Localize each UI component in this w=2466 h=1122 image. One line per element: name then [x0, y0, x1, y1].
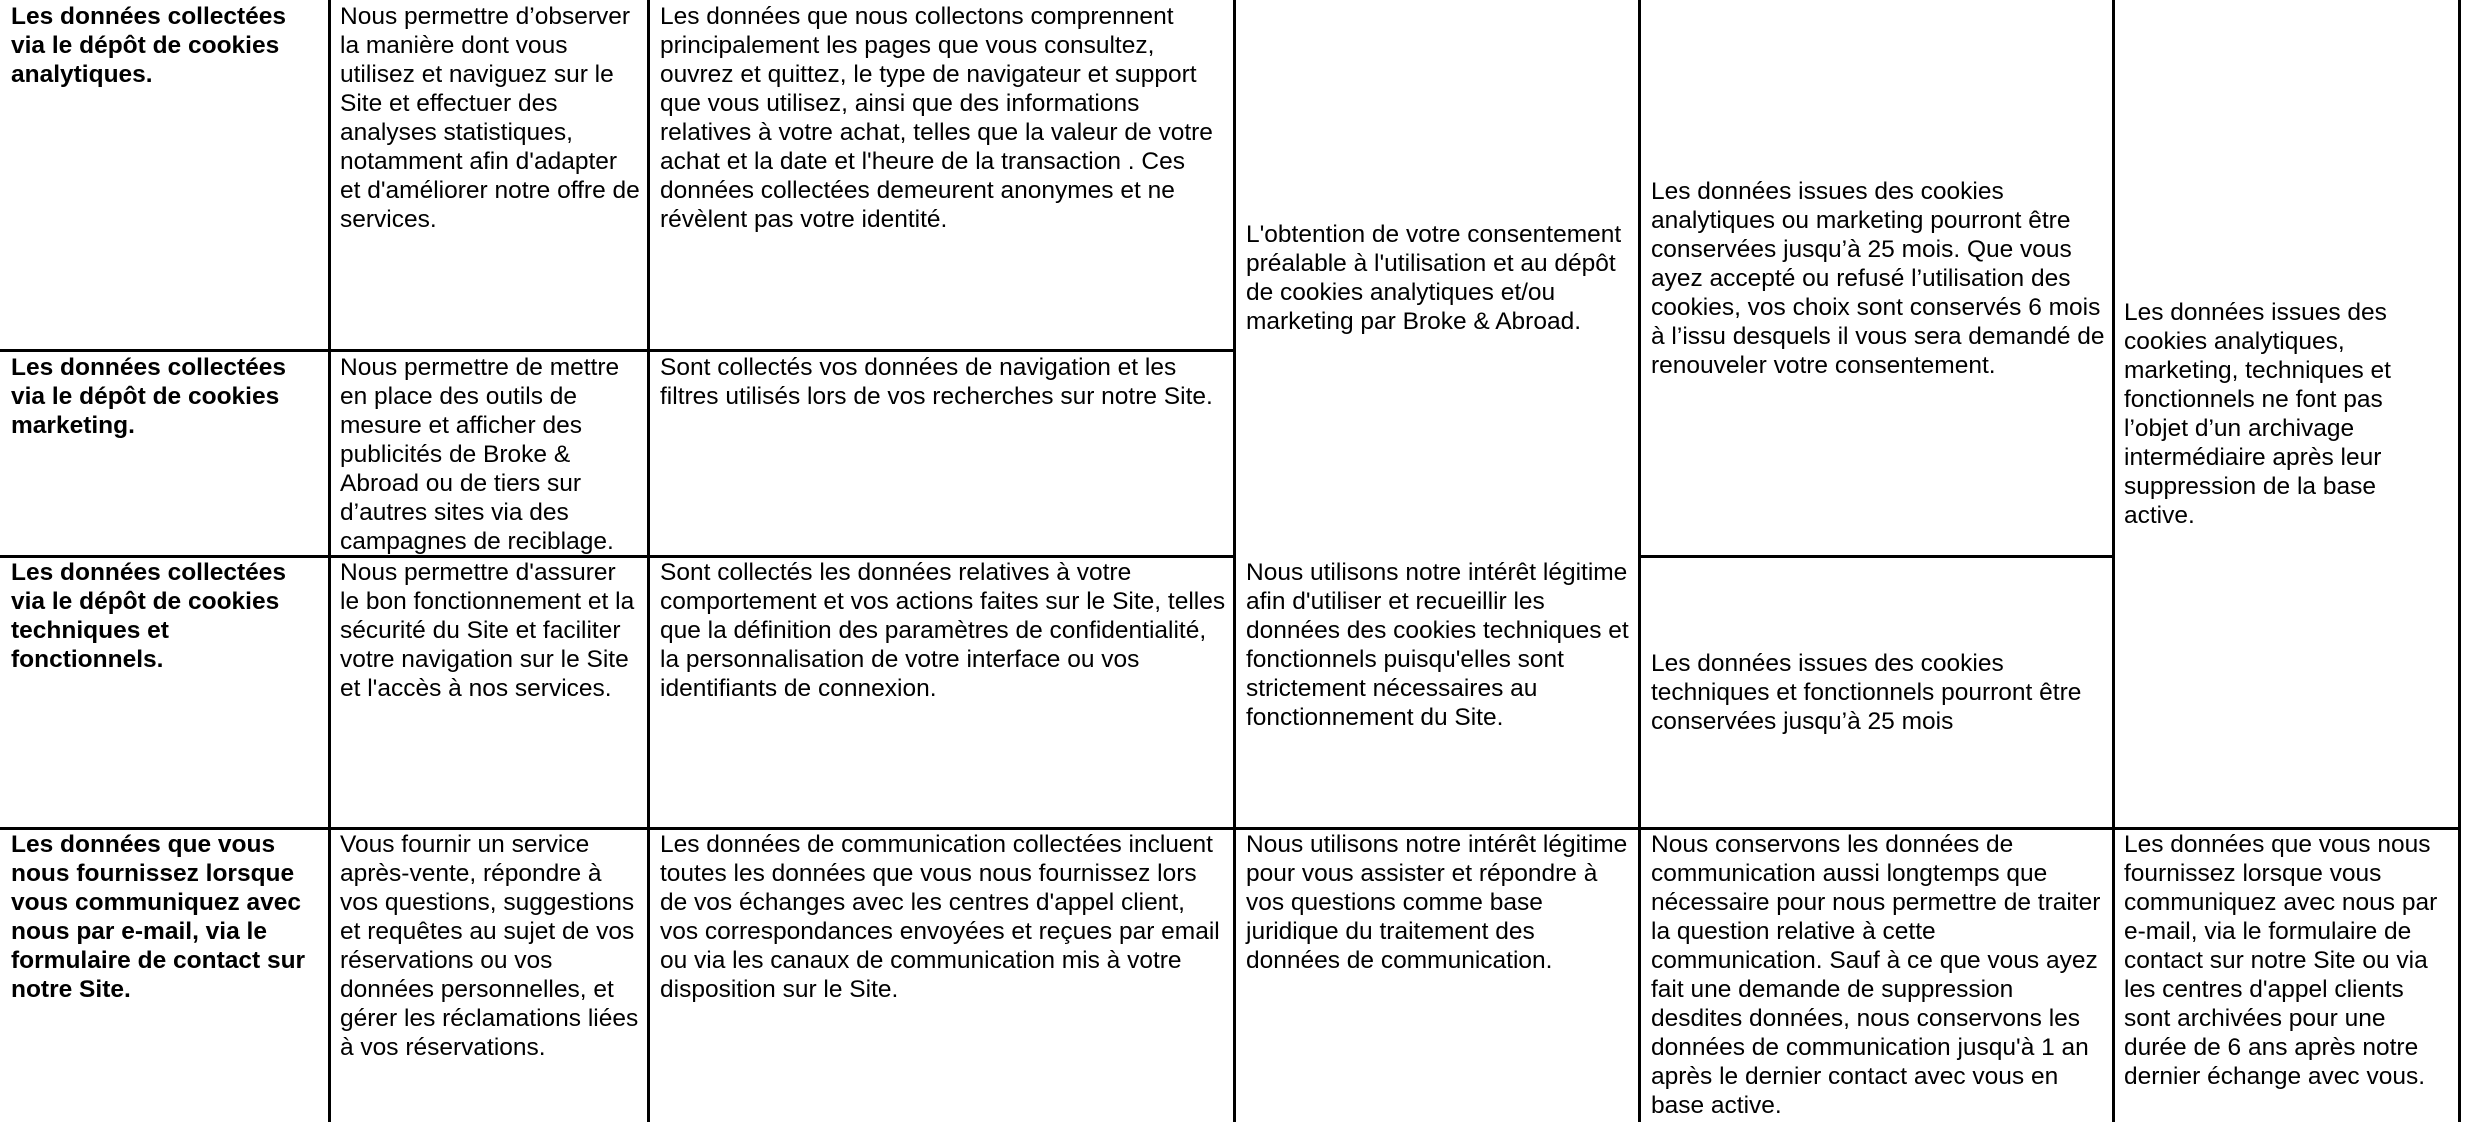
retention-technical: Les données issues des cookies techniques et fonctionnels pourront être conservées jusqu’à 25 mois [1651, 649, 2082, 735]
column-divider [1638, 0, 1641, 1122]
row-communication-purpose: Vous fournir un service après-vente, répondre à vos questions, suggestions et requêtes au sujet de vos réservations ou vos données personnelles, et gérer les réclamations liées à vos réservations. [340, 831, 639, 1061]
column-divider [647, 0, 650, 1122]
row-marketing-data: Sont collectés vos données de navigation et les filtres utilisés lors de vos recherches sur notre Site. [660, 354, 1213, 410]
row-divider [1640, 555, 2113, 558]
legal-basis-consent: L'obtention de votre consentement préalable à l'utilisation et au dépôt de cookies analytiques et/ou marketing par Broke & Abroad. [1246, 221, 1622, 335]
row-divider [0, 349, 1235, 352]
legal-basis-communication: Nous utilisons notre intérêt légitime pour vous assister et répondre à vos questions comme base juridique du traitement des données de communication. [1246, 831, 1628, 974]
row-divider [0, 827, 2461, 830]
row-marketing-category: Les données collectées via le dépôt de cookies marketing. [11, 354, 287, 439]
column-divider [2112, 0, 2115, 1122]
column-divider [1233, 0, 1236, 1122]
row-analytics-category: Les données collectées via le dépôt de cookies analytiques. [11, 3, 287, 88]
row-communication-category: Les données que vous nous fournissez lorsque vous communiquez avec nous par e-mail, via le formulaire de contact sur notre Site. [11, 831, 306, 1003]
row-analytics-purpose: Nous permettre d’observer la manière dont vous utilisez et naviguez sur le Site et effectuer des analyses statistiques, notamment afin d'adapter et d'améliorer notre offre de services. [340, 3, 640, 233]
retention-communication: Nous conservons les données de communication aussi longtemps que nécessaire pour nous permettre de traiter la question relative à cette communication. Sauf à ce que vous ayez fait une demande de suppression desdites données, nous conservons les données de communication jusqu'à 1 an après le dernier contact avec vous en base active. [1651, 831, 2101, 1119]
row-technical-purpose: Nous permettre d'assurer le bon fonctionnement et la sécurité du Site et faciliter votre navigation sur le Site et l'accès à nos services. [340, 559, 635, 702]
row-marketing-purpose: Nous permettre de mettre en place des outils de mesure et afficher des publicités de Broke & Abroad ou de tiers sur d’autres sites via des campagnes de reciblage. [340, 354, 620, 555]
row-technical-data: Sont collectés les données relatives à votre comportement et vos actions faites sur le Site, telles que la définition des paramètres de confidentialité, la personnalisation de votre interface ou vos identifiants de connexion. [660, 559, 1226, 702]
row-technical-category: Les données collectées via le dépôt de cookies techniques et fonctionnels. [11, 559, 287, 673]
row-analytics-data: Les données que nous collectons comprennent principalement les pages que vous consultez, ouvrez et quittez, le type de navigateur et support que vous utilisez, ainsi que des informations relatives à votre achat, telles que la valeur de votre achat et la date et l'heure de la transaction . Ces données collectées demeurent anonymes et ne révèlent pas votre identité. [660, 3, 1213, 233]
column-divider [2458, 0, 2461, 1122]
row-divider [0, 555, 1235, 558]
archiving-cookies: Les données issues des cookies analytiques, marketing, techniques et fonctionnels ne font pas l’objet d’un archivage intermédiaire après leur suppression de la base active. [2124, 299, 2391, 529]
row-communication-data: Les données de communication collectées incluent toutes les données que vous nous fournissez lors de vos échanges avec les centres d'appel client, vos correspondances envoyées et reçues par email ou via les canaux de communication mis à votre disposition sur le Site. [660, 831, 1220, 1003]
legal-basis-legitimate-cookies: Nous utilisons notre intérêt légitime afin d'utiliser et recueillir les données des cookies techniques et fonctionnels puisqu'elles sont strictement nécessaires au fonctionnement du Site. [1246, 559, 1629, 731]
column-divider [328, 0, 331, 1122]
retention-analytics-marketing: Les données issues des cookies analytiques ou marketing pourront être conservées jusqu’à 25 mois. Que vous ayez accepté ou refusé l’utilisation des cookies, vos choix sont conservés 6 mois à l’issu desquels il vous sera demandé de renouveler votre consentement. [1651, 177, 2105, 379]
archiving-communication: Les données que vous nous fournissez lorsque vous communiquez avec nous par e-mail, via le formulaire de contact sur notre Site ou via les centres d'appel clients sont archivées pour une durée de 6 ans après notre dernier échange avec vous. [2124, 831, 2438, 1090]
